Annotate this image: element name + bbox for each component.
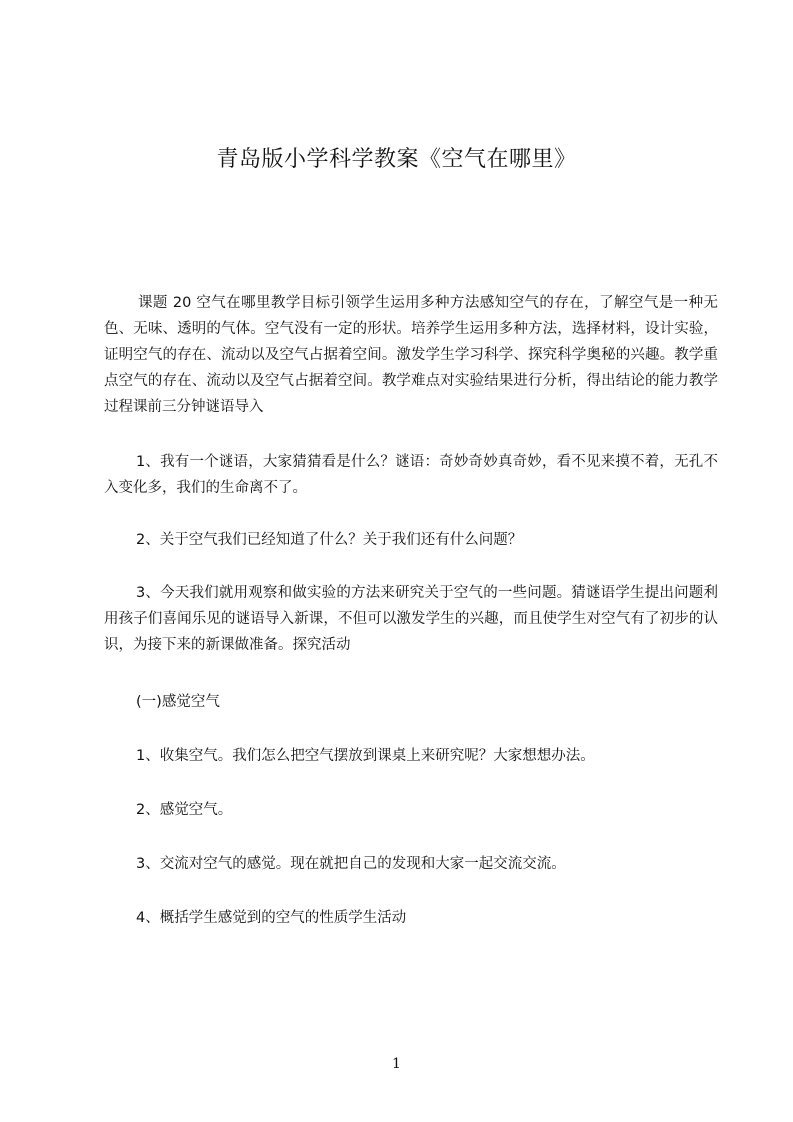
paragraph-known: 2、关于空气我们已经知道了什么？关于我们还有什么问题？: [136, 532, 523, 548]
list-item-feel-air: 2、感觉空气。: [136, 802, 233, 818]
section-heading-feel-air: (一)感觉空气: [136, 694, 220, 710]
list-item-collect-air: 1、收集空气。我们怎么把空气摆放到课桌上来研究呢？大家想想办法。: [136, 748, 595, 764]
list-item-share-feelings: 3、交流对空气的感觉。现在就把自己的发现和大家一起交流交流。: [136, 856, 566, 872]
paragraph-riddle: 1、我有一个谜语，大家猜猜看是什么？谜语：奇妙奇妙真奇妙，看不见来摸不着，无孔不入变化多，我们的生命离不了。: [104, 454, 718, 496]
paragraph-experiment: 3、今天我们就用观察和做实验的方法来研究关于空气的一些问题。猜谜语学生提出问题利用孩子们喜闻乐见的谜语导入新课，不但可以激发学生的兴趣，而且使学生对空气有了初步的认识，为接下来的新课做准备。探究活动: [104, 585, 718, 653]
paragraph-intro: 课题 20 空气在哪里教学目标引领学生运用多种方法感知空气的存在，了解空气是一种无色、无味、透明的气体。空气没有一定的形状。培养学生运用多种方法，选择材料，设计实验，证明空气的存在、流动以及空气占据着空间。激发学生学习科学、探究科学奥秘的兴趣。教学重点空气的存在、流动以及空气占据着空间。教学难点对实验结果进行分析，得出结论的能力教学过程课前三分钟谜语导入: [104, 295, 718, 415]
list-item-summarize: 4、概括学生感觉到的空气的性质学生活动: [136, 910, 407, 926]
document-title: 青岛版小学科学教案《空气在哪里》: [216, 147, 577, 172]
page-number: 1: [392, 1056, 401, 1072]
